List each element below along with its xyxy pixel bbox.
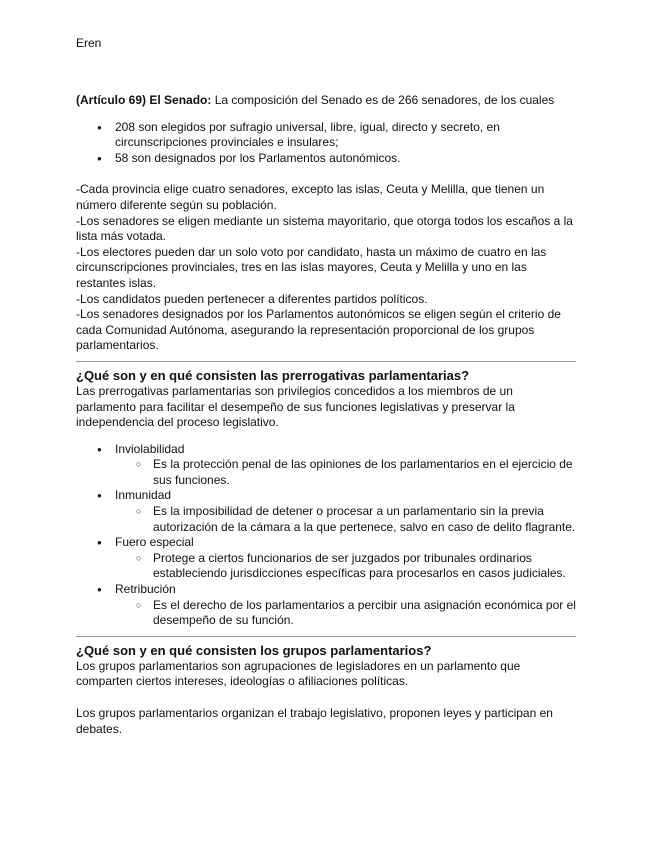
senado-intro-bold: (Artículo 69) El Senado: [76,93,212,107]
prerrogativas-heading: ¿Qué son y en qué consisten las prerrogativas parlamentarias? [76,367,470,383]
document-page [76,36,576,737]
sub-list-item: ○ Es la imposibilidad de detener o procesar a un parlamentario sin la previa autorización de la cámara a la que pertenece, salvo en caso de delito flagrante. [153,504,576,535]
sub-list [115,598,576,629]
list-item [115,488,576,535]
sub-list-item: ○ Protege a ciertos funcionarios de ser juzgados por tribunales ordinarios estableciendo jurisdicciones específicas para procesarlos en casos judiciales. [153,551,576,582]
senado-line: -Cada provincia elige cuatro senadores, excepto las islas, Ceuta y Melilla, que tienen un número diferente según su población. [76,182,545,212]
senado-line: -Los senadores designados por los Parlamentos autonómicos se eligen según el criterio de cada Comunidad Autónoma, asegurando la representación proporcional de los grupos parlamentarios. [76,307,561,353]
list-item [115,582,576,629]
list-item [115,442,576,489]
prerrogativa-label: Inmunidad [115,488,172,503]
prerrogativa-label: Retribución [115,582,176,597]
prerrogativa-label: Inviolabilidad [115,441,185,456]
senado-composition-list [76,120,576,167]
list-item [115,535,576,582]
section-divider [76,361,576,362]
grupos-heading: ¿Qué son y en qué consisten los grupos parlamentarios? [76,642,432,658]
author-name: Eren [76,36,102,50]
sub-list-item: ○ Es la protección penal de las opiniones de los parlamentarios en el ejercicio de sus funciones. [153,457,576,488]
grupos-paragraph-1: Los grupos parlamentarios son agrupaciones de legisladores en un parlamento que comparten ciertos intereses, ideologías o afiliaciones políticas. [76,658,521,689]
sub-list [115,457,576,488]
list-item: ● 58 son designados por los Parlamentos autonómicos. [115,151,576,167]
section-divider [76,636,576,637]
prerrogativa-label: Fuero especial [115,535,194,550]
senado-line: -Los candidatos pueden pertenecer a diferentes partidos políticos. [76,291,428,306]
grupos-paragraph-2: Los grupos parlamentarios organizan el trabajo legislativo, proponen leyes y participan en debates. [76,706,553,736]
sub-list-item: ○ Es el derecho de los parlamentarios a percibir una asignación económica por el desempeño de su función. [153,598,576,629]
senado-line: -Los electores pueden dar un solo voto por candidato, hasta un máximo de cuatro en las circunscripciones provinciales, tres en las islas mayores, Ceuta y Melilla y uno en las restantes islas. [76,244,547,290]
sub-list [115,551,576,582]
senado-intro [76,93,576,109]
senado-intro-text: La composición del Senado es de 266 senadores, de los cuales [211,93,555,107]
spacer [76,690,576,706]
prerrogativas-intro: Las prerrogativas parlamentarias son privilegios concedidos a los miembros de un parlamento para facilitar el desempeño de sus funciones legislativas y preservar la independencia del proceso legislativo. [76,383,515,430]
prerrogativas-list [76,442,576,629]
list-item: ● 208 son elegidos por sufragio universal, libre, igual, directo y secreto, en circunscripciones provinciales e insulares; [115,120,576,151]
senado-line: -Los senadores se eligen mediante un sistema mayoritario, que otorga todos los escaños a la lista más votada. [76,213,573,244]
sub-list [115,504,576,535]
grupos-section [76,643,576,737]
spacer [76,166,576,182]
